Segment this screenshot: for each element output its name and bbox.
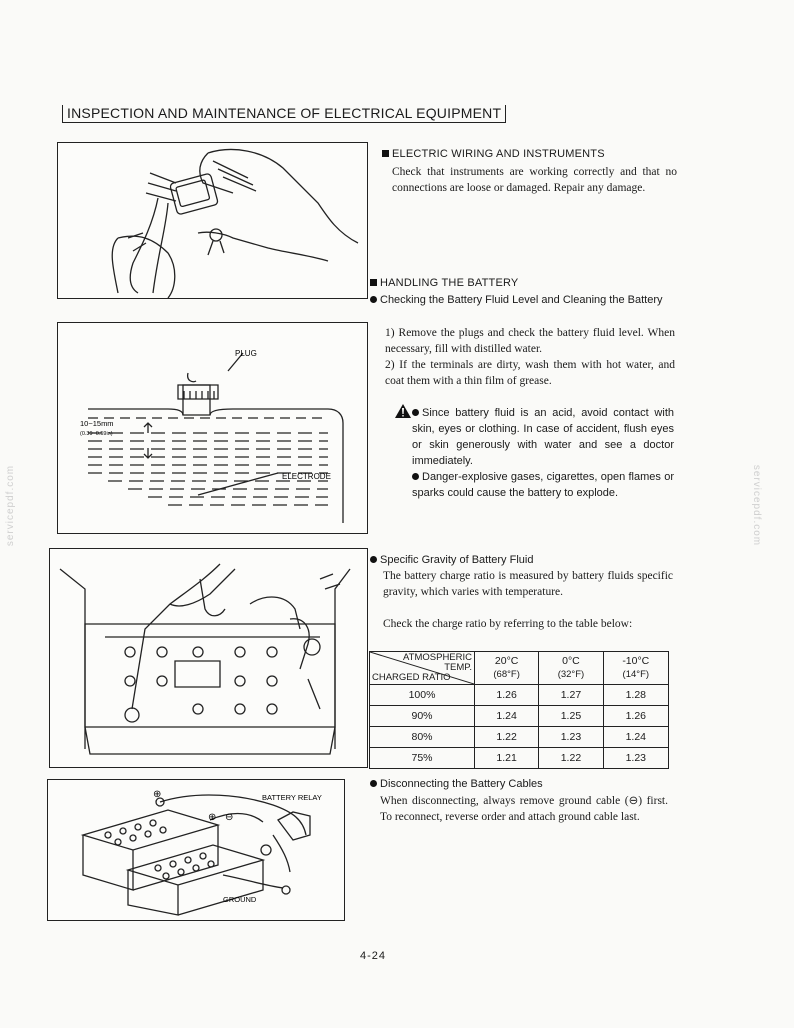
specific-gravity-instruction: Check the charge ratio by referring to the table below: <box>383 618 633 630</box>
wiring-illustration <box>58 143 367 298</box>
atmospheric-temp-label: ATMOSPHERIC TEMP. <box>403 652 472 673</box>
table-row <box>370 727 669 748</box>
disconnect-cables-title: Disconnecting the Battery Cables <box>370 776 543 792</box>
table-row <box>370 706 669 727</box>
square-bullet-icon <box>382 150 389 157</box>
watermark-left: servicepdf.com <box>5 464 17 547</box>
dimension-mm-label: 10~15mm <box>80 419 114 428</box>
ratio-cell: 75% <box>370 748 475 769</box>
acid-warning: Since battery fluid is an acid, avoid contact with skin, eyes or clothing. In case of accident, flush eyes or skin generously with water and see a doctor immediately. <box>412 407 674 467</box>
table-row <box>370 748 669 769</box>
battery-terminals-figure <box>49 548 368 768</box>
battery-relay-figure <box>47 779 345 921</box>
positive-terminal-symbol: ⊕ <box>153 789 162 800</box>
ground-label: GROUND <box>223 895 257 904</box>
column-header-minus10c: -10°C (14°F) <box>603 652 668 685</box>
battery-relay-illustration <box>48 780 344 920</box>
wiring-figure <box>57 142 368 299</box>
plug-label: PLUG <box>235 349 257 358</box>
table-header-row <box>370 652 669 685</box>
charged-ratio-label: CHARGED RATIO <box>372 672 451 683</box>
fluid-check-step-2: 2) If the terminals are dirty, wash them with hot water, and coat them with a thin film of grease. <box>385 359 675 387</box>
ratio-cell: 100% <box>370 685 475 706</box>
specific-gravity-body: The battery charge ratio is measured by battery fluids specific gravity, which varies with temperature. <box>383 570 673 598</box>
table-corner-cell <box>370 652 475 685</box>
value-cell: 1.23 <box>539 727 603 748</box>
fluid-check-subtitle: Checking the Battery Fluid Level and Cleaning the Battery <box>370 292 675 308</box>
negative-terminal-symbol: ⊖ <box>225 812 234 823</box>
page-number: 4-24 <box>360 950 387 962</box>
column-header-0c: 0°C (32°F) <box>539 652 603 685</box>
specific-gravity-title: Specific Gravity of Battery Fluid <box>370 552 533 568</box>
electrode-label: ELECTRODE <box>282 472 331 481</box>
battery-section-title: HANDLING THE BATTERY <box>370 277 518 289</box>
round-bullet-icon <box>370 296 377 303</box>
wiring-section-title: ELECTRIC WIRING AND INSTRUMENTS <box>382 148 605 160</box>
section-header: INSPECTION AND MAINTENANCE OF ELECTRICAL EQUIPMENT <box>62 105 506 123</box>
battery-terminals-illustration <box>50 549 367 767</box>
round-bullet-icon <box>370 556 377 563</box>
dimension-inch-label: (0.39~0.59in) <box>80 431 113 437</box>
value-cell: 1.26 <box>603 706 668 727</box>
value-cell: 1.22 <box>539 748 603 769</box>
value-cell: 1.24 <box>475 706 539 727</box>
fluid-level-illustration <box>58 323 367 533</box>
round-bullet-icon <box>412 473 419 480</box>
warning-icon <box>395 404 411 423</box>
value-cell: 1.24 <box>603 727 668 748</box>
battery-relay-label: BATTERY RELAY <box>262 793 322 802</box>
specific-gravity-table <box>369 651 669 769</box>
ratio-cell: 90% <box>370 706 475 727</box>
value-cell: 1.23 <box>603 748 668 769</box>
square-bullet-icon <box>370 279 377 286</box>
value-cell: 1.22 <box>475 727 539 748</box>
explosion-warning: Danger-explosive gases, cigarettes, open flames or sparks could cause the battery to explode. <box>412 471 674 499</box>
relay-positive-symbol: ⊕ <box>208 812 217 823</box>
fluid-check-step-1: 1) Remove the plugs and check the battery fluid level. When necessary, fill with distilled water. <box>385 327 675 355</box>
value-cell: 1.25 <box>539 706 603 727</box>
value-cell: 1.28 <box>603 685 668 706</box>
value-cell: 1.21 <box>475 748 539 769</box>
table-row <box>370 685 669 706</box>
fluid-level-figure <box>57 322 368 534</box>
wiring-section-body: Check that instruments are working correctly and that no connections are loose or damaged. Repair any damage. <box>392 166 677 194</box>
round-bullet-icon <box>370 780 377 787</box>
value-cell: 1.26 <box>475 685 539 706</box>
disconnect-cables-body: When disconnecting, always remove ground cable (⊖) first. To reconnect, reverse order and attach ground cable last. <box>380 795 668 823</box>
column-header-20c: 20°C (68°F) <box>475 652 539 685</box>
watermark-right: servicepdf.com <box>751 464 763 547</box>
ratio-cell: 80% <box>370 727 475 748</box>
value-cell: 1.27 <box>539 685 603 706</box>
round-bullet-icon <box>412 409 419 416</box>
